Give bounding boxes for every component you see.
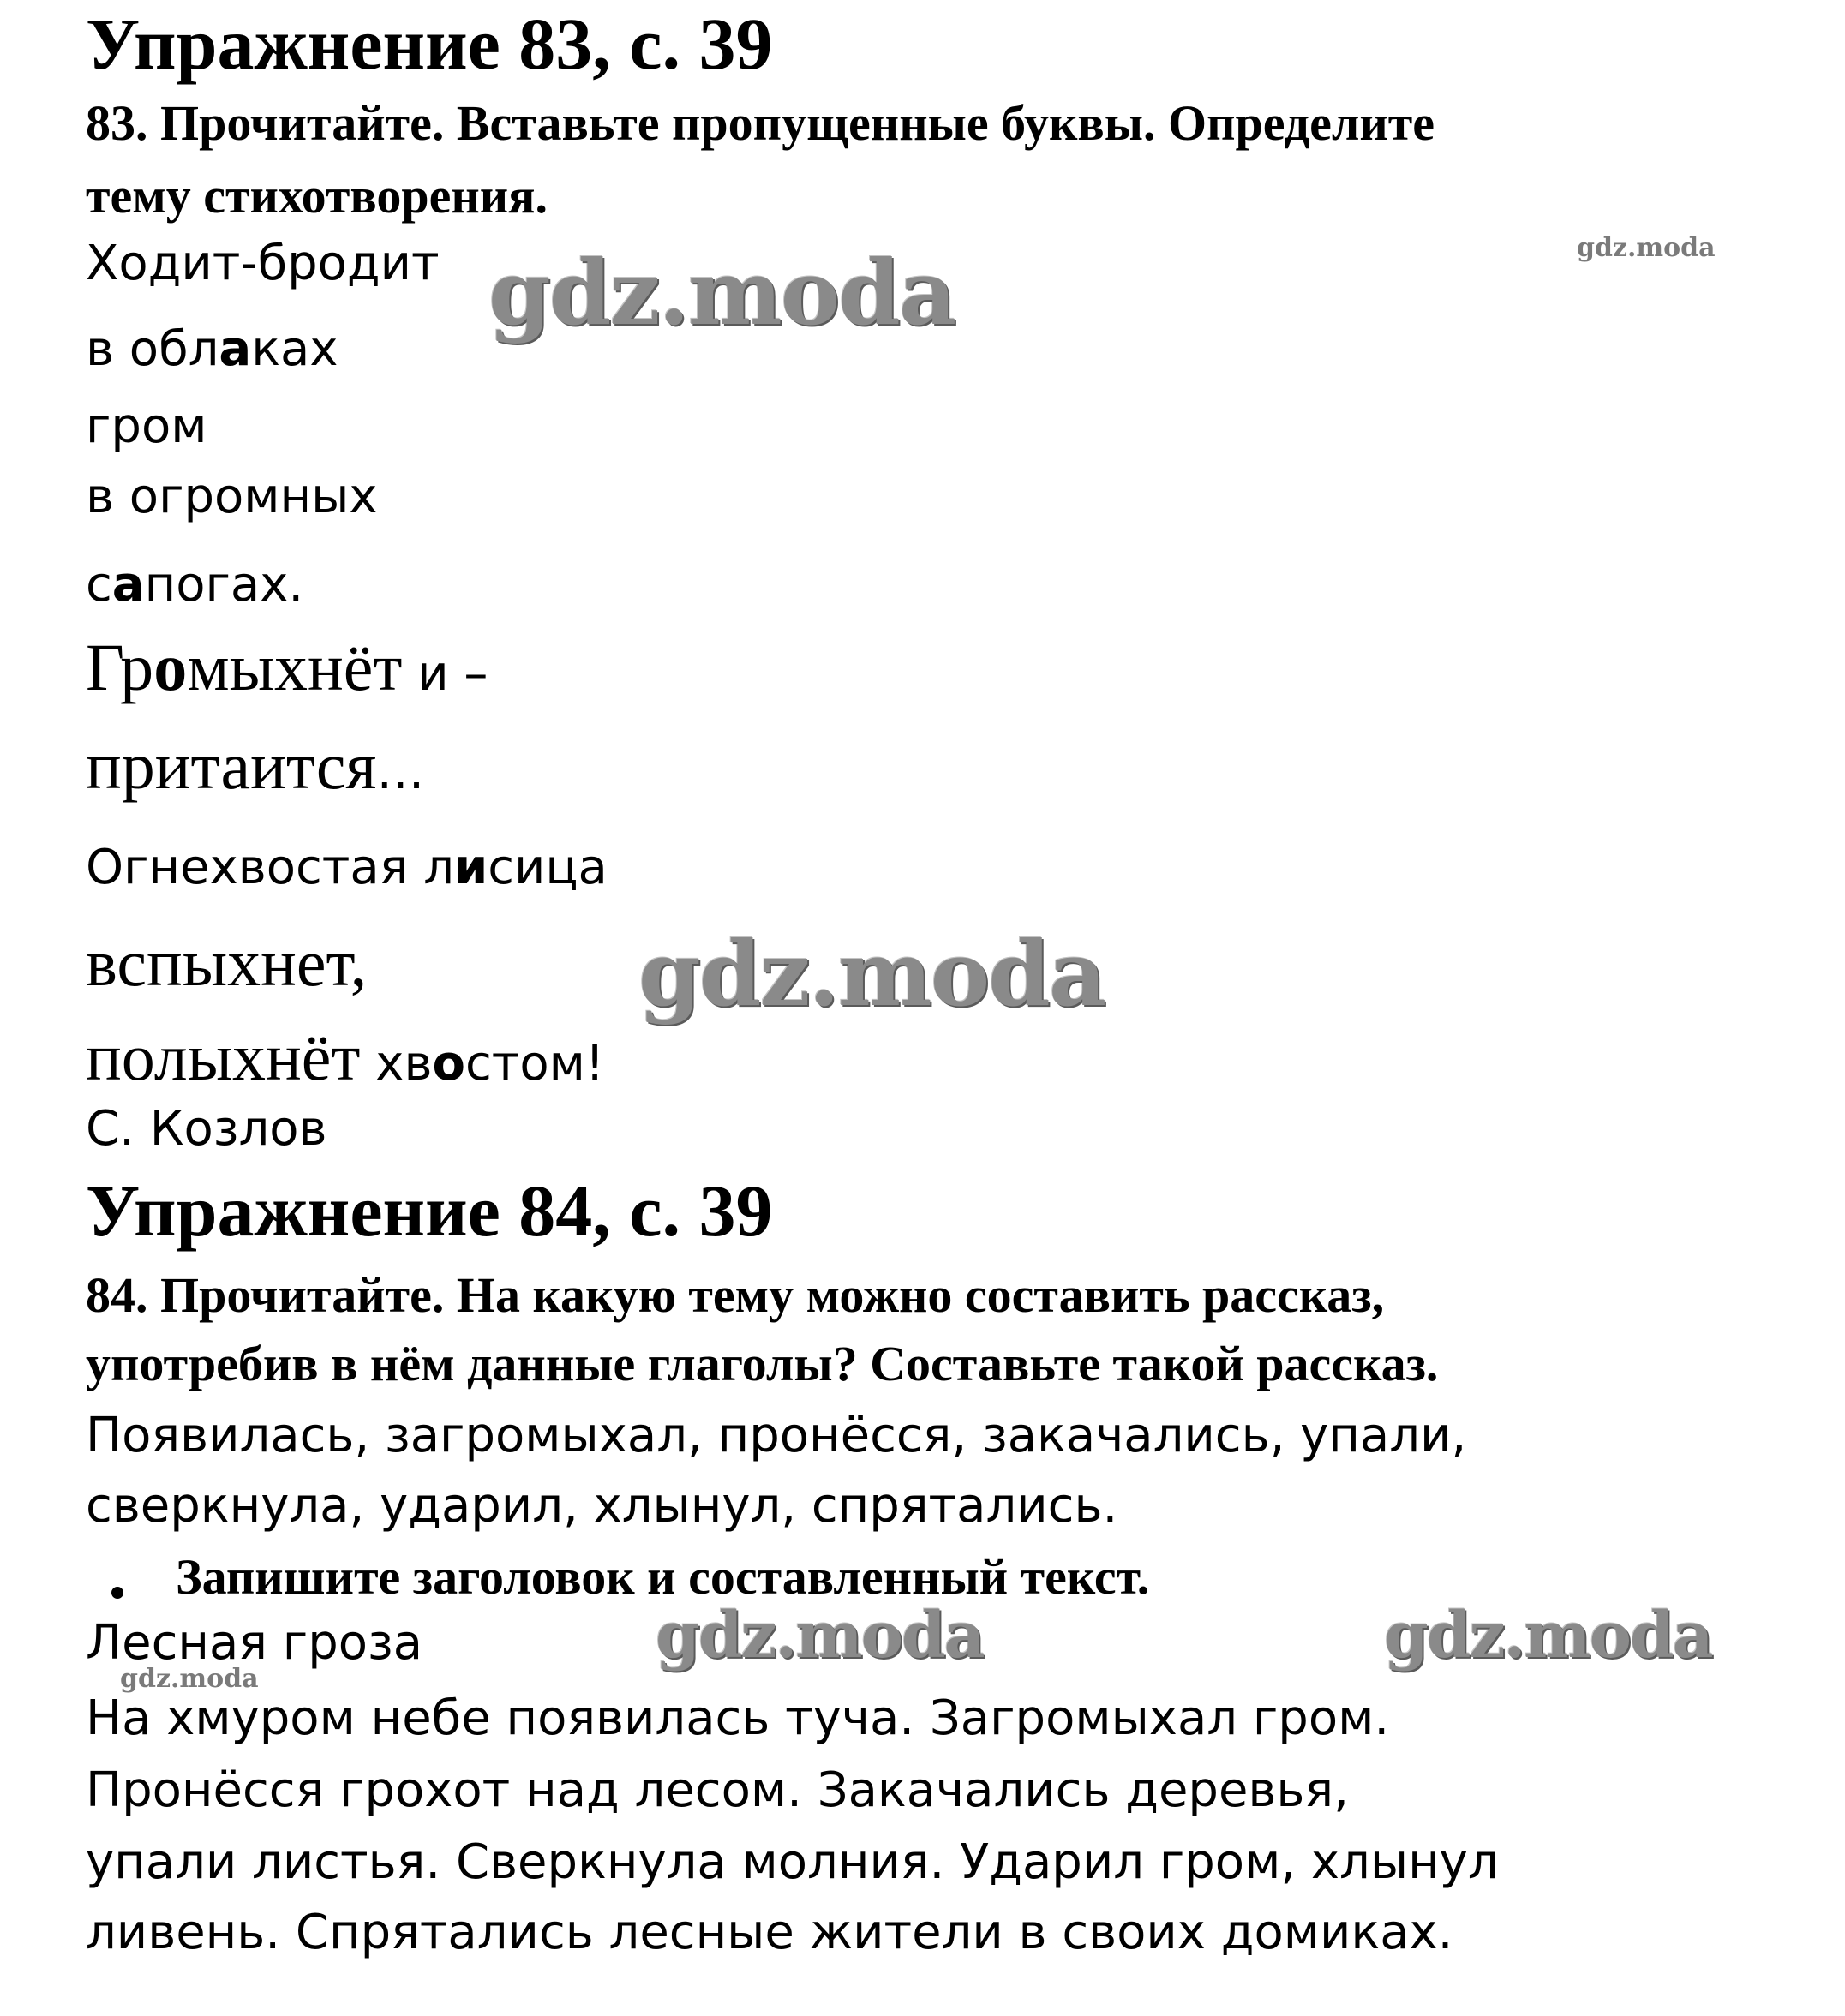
inserted-letter: и [453, 840, 488, 895]
exercise-83-task-line-2: тему стихотворения. [86, 168, 548, 224]
story-line-2: Пронёсся грохот над лесом. Закачались деревья, [86, 1762, 1349, 1818]
story-line-1: На хмуром небе появилась туча. Загромыхал гром. [86, 1690, 1390, 1746]
poem-line-5: сапогах. [86, 557, 304, 613]
inserted-letter: о [432, 1036, 465, 1092]
inserted-letter: а [219, 321, 252, 377]
poem-line-8: Огнехвостая лисица [86, 840, 608, 895]
exercise-83-task-line-1: 83. Прочитайте. Вставьте пропущенные буквы. Определите [86, 95, 1435, 151]
inserted-letter: о [153, 630, 188, 704]
story-title: Лесная гроза [86, 1615, 423, 1671]
watermark-logo: gdz.moda [638, 921, 1105, 1026]
watermark-logo-small: gdz.moda [1577, 233, 1716, 263]
exercise-84-task-line-1: 84. Прочитайте. На какую тему можно составить рассказ, [86, 1267, 1385, 1323]
poem-author: С. Козлов [86, 1101, 327, 1157]
bullet-point [111, 1587, 123, 1599]
bullet-instruction: Запишите заголовок и составленный текст. [176, 1549, 1150, 1605]
story-line-3: упали листья. Сверкнула молния. Ударил гром, хлынул [86, 1834, 1499, 1890]
verbs-line-1: Появилась, загромыхал, пронёсся, закачались, упали, [86, 1408, 1467, 1463]
poem-line-10: полыхнёт хвостом! [86, 1020, 605, 1094]
watermark-logo-small: gdz.moda [120, 1664, 259, 1694]
verbs-line-2: сверкнула, ударил, хлынул, спрятались. [86, 1478, 1118, 1534]
exercise-84-task-line-2: употребив в нём данные глаголы? Составьте такой рассказ. [86, 1336, 1439, 1391]
poem-line-6: Громыхнёт и – [86, 630, 488, 704]
poem-line-9: вспыхнет, [86, 925, 368, 1000]
watermark-logo: gdz.moda [488, 240, 955, 345]
poem-line-3: гром [86, 398, 207, 454]
poem-line-4: в огромных [86, 469, 378, 524]
watermark-logo: gdz.moda [656, 1599, 984, 1672]
exercise-84-heading: Упражнение 84, с. 39 [86, 1170, 773, 1252]
poem-line-2: в облаках [86, 321, 338, 377]
poem-line-1: Ходит-бродит [86, 236, 440, 291]
exercise-83-heading: Упражнение 83, с. 39 [86, 3, 773, 85]
watermark-logo: gdz.moda [1384, 1599, 1712, 1672]
poem-line-7: притаится… [86, 728, 425, 803]
story-line-4: ливень. Спрятались лесные жители в своих домиках. [86, 1905, 1453, 1960]
inserted-letter: а [111, 557, 145, 613]
